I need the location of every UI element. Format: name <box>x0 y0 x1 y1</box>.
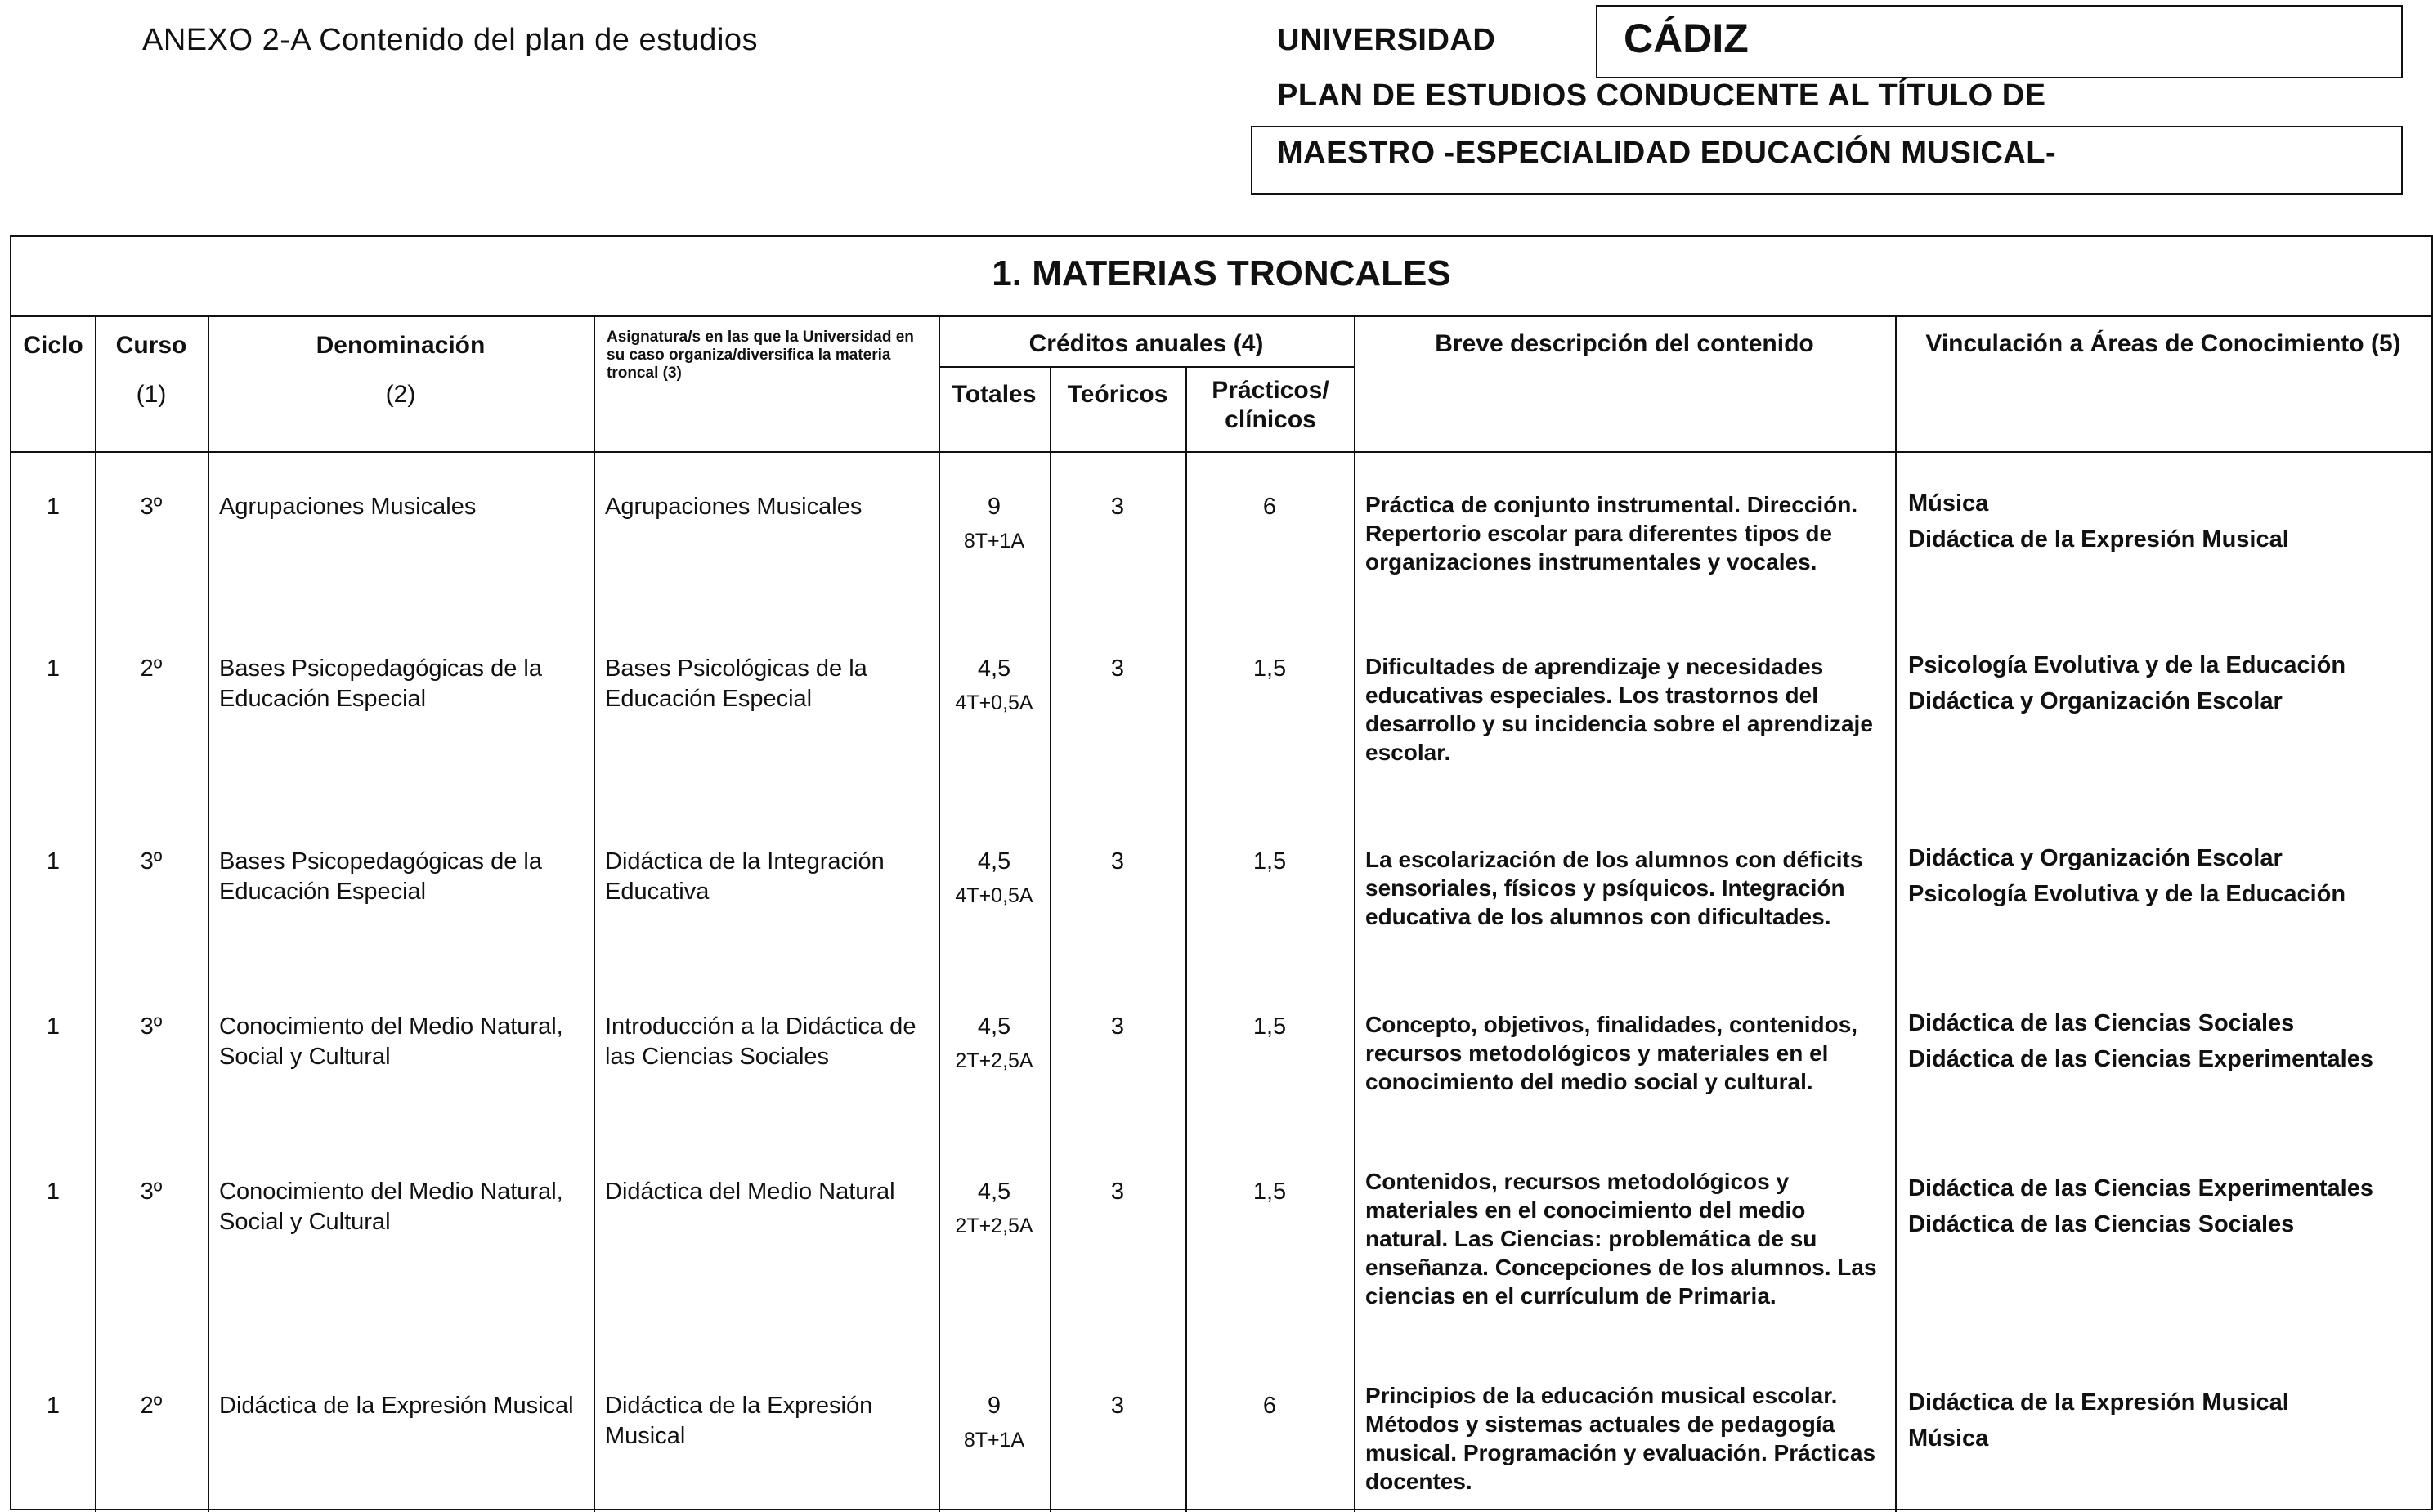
row3-asignatura: Didáctica de la Integración Educativa <box>605 848 885 905</box>
row6-practicos: 6 <box>1262 1393 1277 1419</box>
row1-totales: 9 <box>987 494 1001 520</box>
row1-practicos: 6 <box>1262 494 1277 520</box>
row1-curso: 3º <box>140 494 163 520</box>
row2-totales: 4,5 <box>977 655 1011 682</box>
row2-asignatura: Bases Psicológicas de la Educación Especial <box>605 655 867 712</box>
col-divider <box>1895 315 1897 1512</box>
row3-curso: 3º <box>140 848 163 875</box>
row2-descripcion: Dificultades de aprendizaje y necesidades educativas especiales. Los trastornos del desarrollo y su incidencia sobre el aprendizaje escolar. <box>1365 654 1873 765</box>
row3-practicos: 1,5 <box>1252 848 1287 875</box>
header-ciclo: Ciclo <box>23 332 83 359</box>
row2-practicos: 1,5 <box>1252 655 1287 682</box>
row6-curso: 2º <box>140 1393 163 1419</box>
row3-totales-detail: 4T+0,5A <box>955 884 1033 907</box>
row2-area-2: Didáctica y Organización Escolar <box>1908 688 2283 714</box>
row4-curso: 3º <box>140 1013 163 1040</box>
row5-totales-detail: 2T+2,5A <box>955 1215 1033 1237</box>
row4-area-2: Didáctica de las Ciencias Experimentales <box>1908 1046 2373 1072</box>
row6-denominacion: Didáctica de la Expresión Musical <box>219 1393 574 1419</box>
row4-asignatura: Introducción a la Didáctica de las Ciencias Sociales <box>605 1013 916 1070</box>
row6-area-2: Música <box>1908 1425 1989 1452</box>
row2-area-1: Psicología Evolutiva y de la Educación <box>1908 652 2346 678</box>
col-divider <box>208 315 209 1512</box>
row5-teoricos: 3 <box>1110 1179 1125 1205</box>
row5-asignatura: Didáctica del Medio Natural <box>605 1179 895 1205</box>
col-divider <box>1354 315 1355 1512</box>
row1-descripcion: Práctica de conjunto instrumental. Dirección. Repertorio escolar para diferentes tipos de organizaciones instrumentales y vocales. <box>1365 492 1858 575</box>
university-name: CÁDIZ <box>1624 16 1749 61</box>
row5-descripcion: Contenidos, recursos metodológicos y materiales en el conocimiento del medio natural. Las Ciencias: problemática de su enseñanza. Concepciones de los alumnos. Las ciencias en el currículum de Primaria. <box>1365 1169 1877 1308</box>
header-creditos: Créditos anuales (4) <box>1028 330 1264 357</box>
header-asignatura: Asignatura/s en las que la Universidad en su caso organiza/diversifica la materia troncal (3) <box>607 329 914 382</box>
row3-teoricos: 3 <box>1110 848 1125 875</box>
row6-descripcion: Principios de la educación musical escolar. Métodos y sistemas actuales de pedagogía musical. Programación y evaluación. Prácticas docentes. <box>1365 1383 1876 1494</box>
row4-denominacion: Conocimiento del Medio Natural, Social y Cultural <box>219 1013 563 1070</box>
row6-asignatura: Didáctica de la Expresión Musical <box>605 1393 873 1449</box>
row2-denominacion: Bases Psicopedagógicas de la Educación Especial <box>219 655 542 712</box>
troncales-table <box>10 235 2433 1510</box>
row3-totales: 4,5 <box>977 848 1011 875</box>
row6-totales-detail: 8T+1A <box>963 1429 1025 1452</box>
row5-area-2: Didáctica de las Ciencias Sociales <box>1908 1211 2295 1237</box>
degree-title: MAESTRO -ESPECIALIDAD EDUCACIÓN MUSICAL- <box>1277 136 2057 170</box>
row4-totales-detail: 2T+2,5A <box>955 1049 1033 1072</box>
row3-area-1: Didáctica y Organización Escolar <box>1908 845 2283 871</box>
row3-descripcion: La escolarización de los alumnos con déficits sensoriales, físicos y psíquicos. Integración educativa de los alumnos con dificultades. <box>1365 847 1863 929</box>
annex-title: ANEXO 2-A Contenido del plan de estudios <box>142 23 759 57</box>
row1-area-2: Didáctica de la Expresión Musical <box>1908 526 2289 552</box>
row5-practicos: 1,5 <box>1252 1179 1287 1205</box>
row2-curso: 2º <box>140 655 163 682</box>
header-curso: Curso <box>115 332 187 359</box>
row4-totales: 4,5 <box>977 1013 1011 1040</box>
row6-totales: 9 <box>987 1393 1001 1419</box>
row2-ciclo: 1 <box>46 655 60 682</box>
header-curso-note: (1) <box>136 381 167 408</box>
row1-denominacion: Agrupaciones Musicales <box>219 494 477 520</box>
header-denominacion: Denominación <box>316 332 486 359</box>
row3-area-2: Psicología Evolutiva y de la Educación <box>1908 881 2346 907</box>
credits-subheader-divider <box>939 366 1354 368</box>
header-divider <box>11 451 2431 453</box>
table-title: 1. MATERIAS TRONCALES <box>992 253 1451 293</box>
row4-area-1: Didáctica de las Ciencias Sociales <box>1908 1010 2295 1036</box>
header-teoricos: Teóricos <box>1067 381 1168 408</box>
row4-ciclo: 1 <box>46 1013 60 1040</box>
row2-totales-detail: 4T+0,5A <box>955 691 1033 714</box>
row6-ciclo: 1 <box>46 1393 60 1419</box>
row5-ciclo: 1 <box>46 1179 60 1205</box>
row4-practicos: 1,5 <box>1252 1013 1287 1040</box>
header-vinculacion: Vinculación a Áreas de Conocimiento (5) <box>1925 330 2401 357</box>
header-totales: Totales <box>952 381 1037 408</box>
row5-area-1: Didáctica de las Ciencias Experimentales <box>1908 1175 2373 1201</box>
row1-area-1: Música <box>1908 490 1989 517</box>
row1-totales-detail: 8T+1A <box>963 530 1025 552</box>
title-divider <box>11 315 2431 317</box>
col-divider <box>1050 366 1051 1512</box>
university-label: UNIVERSIDAD <box>1277 23 1496 57</box>
row6-teoricos: 3 <box>1110 1393 1125 1419</box>
row3-ciclo: 1 <box>46 848 60 875</box>
row4-teoricos: 3 <box>1110 1013 1125 1040</box>
header-descripcion: Breve descripción del contenido <box>1435 330 1814 357</box>
header-practicos: Prácticos/ clínicos <box>1212 377 1329 433</box>
row5-totales: 4,5 <box>977 1179 1011 1205</box>
row5-denominacion: Conocimiento del Medio Natural, Social y Cultural <box>219 1179 563 1235</box>
row1-teoricos: 3 <box>1110 494 1125 520</box>
row1-ciclo: 1 <box>46 494 60 520</box>
col-divider <box>1185 366 1187 1512</box>
row6-area-1: Didáctica de la Expresión Musical <box>1908 1389 2289 1416</box>
row2-teoricos: 3 <box>1110 655 1125 682</box>
row3-denominacion: Bases Psicopedagógicas de la Educación Especial <box>219 848 542 905</box>
col-divider <box>594 315 595 1512</box>
row5-curso: 3º <box>140 1179 163 1205</box>
row1-asignatura: Agrupaciones Musicales <box>605 494 863 520</box>
row4-descripcion: Concepto, objetivos, finalidades, contenidos, recursos metodológicos y materiales en el conocimiento del medio social y cultural. <box>1365 1012 1858 1094</box>
header-denominacion-note: (2) <box>385 381 416 408</box>
plan-label: PLAN DE ESTUDIOS CONDUCENTE AL TÍTULO DE <box>1277 78 2046 113</box>
